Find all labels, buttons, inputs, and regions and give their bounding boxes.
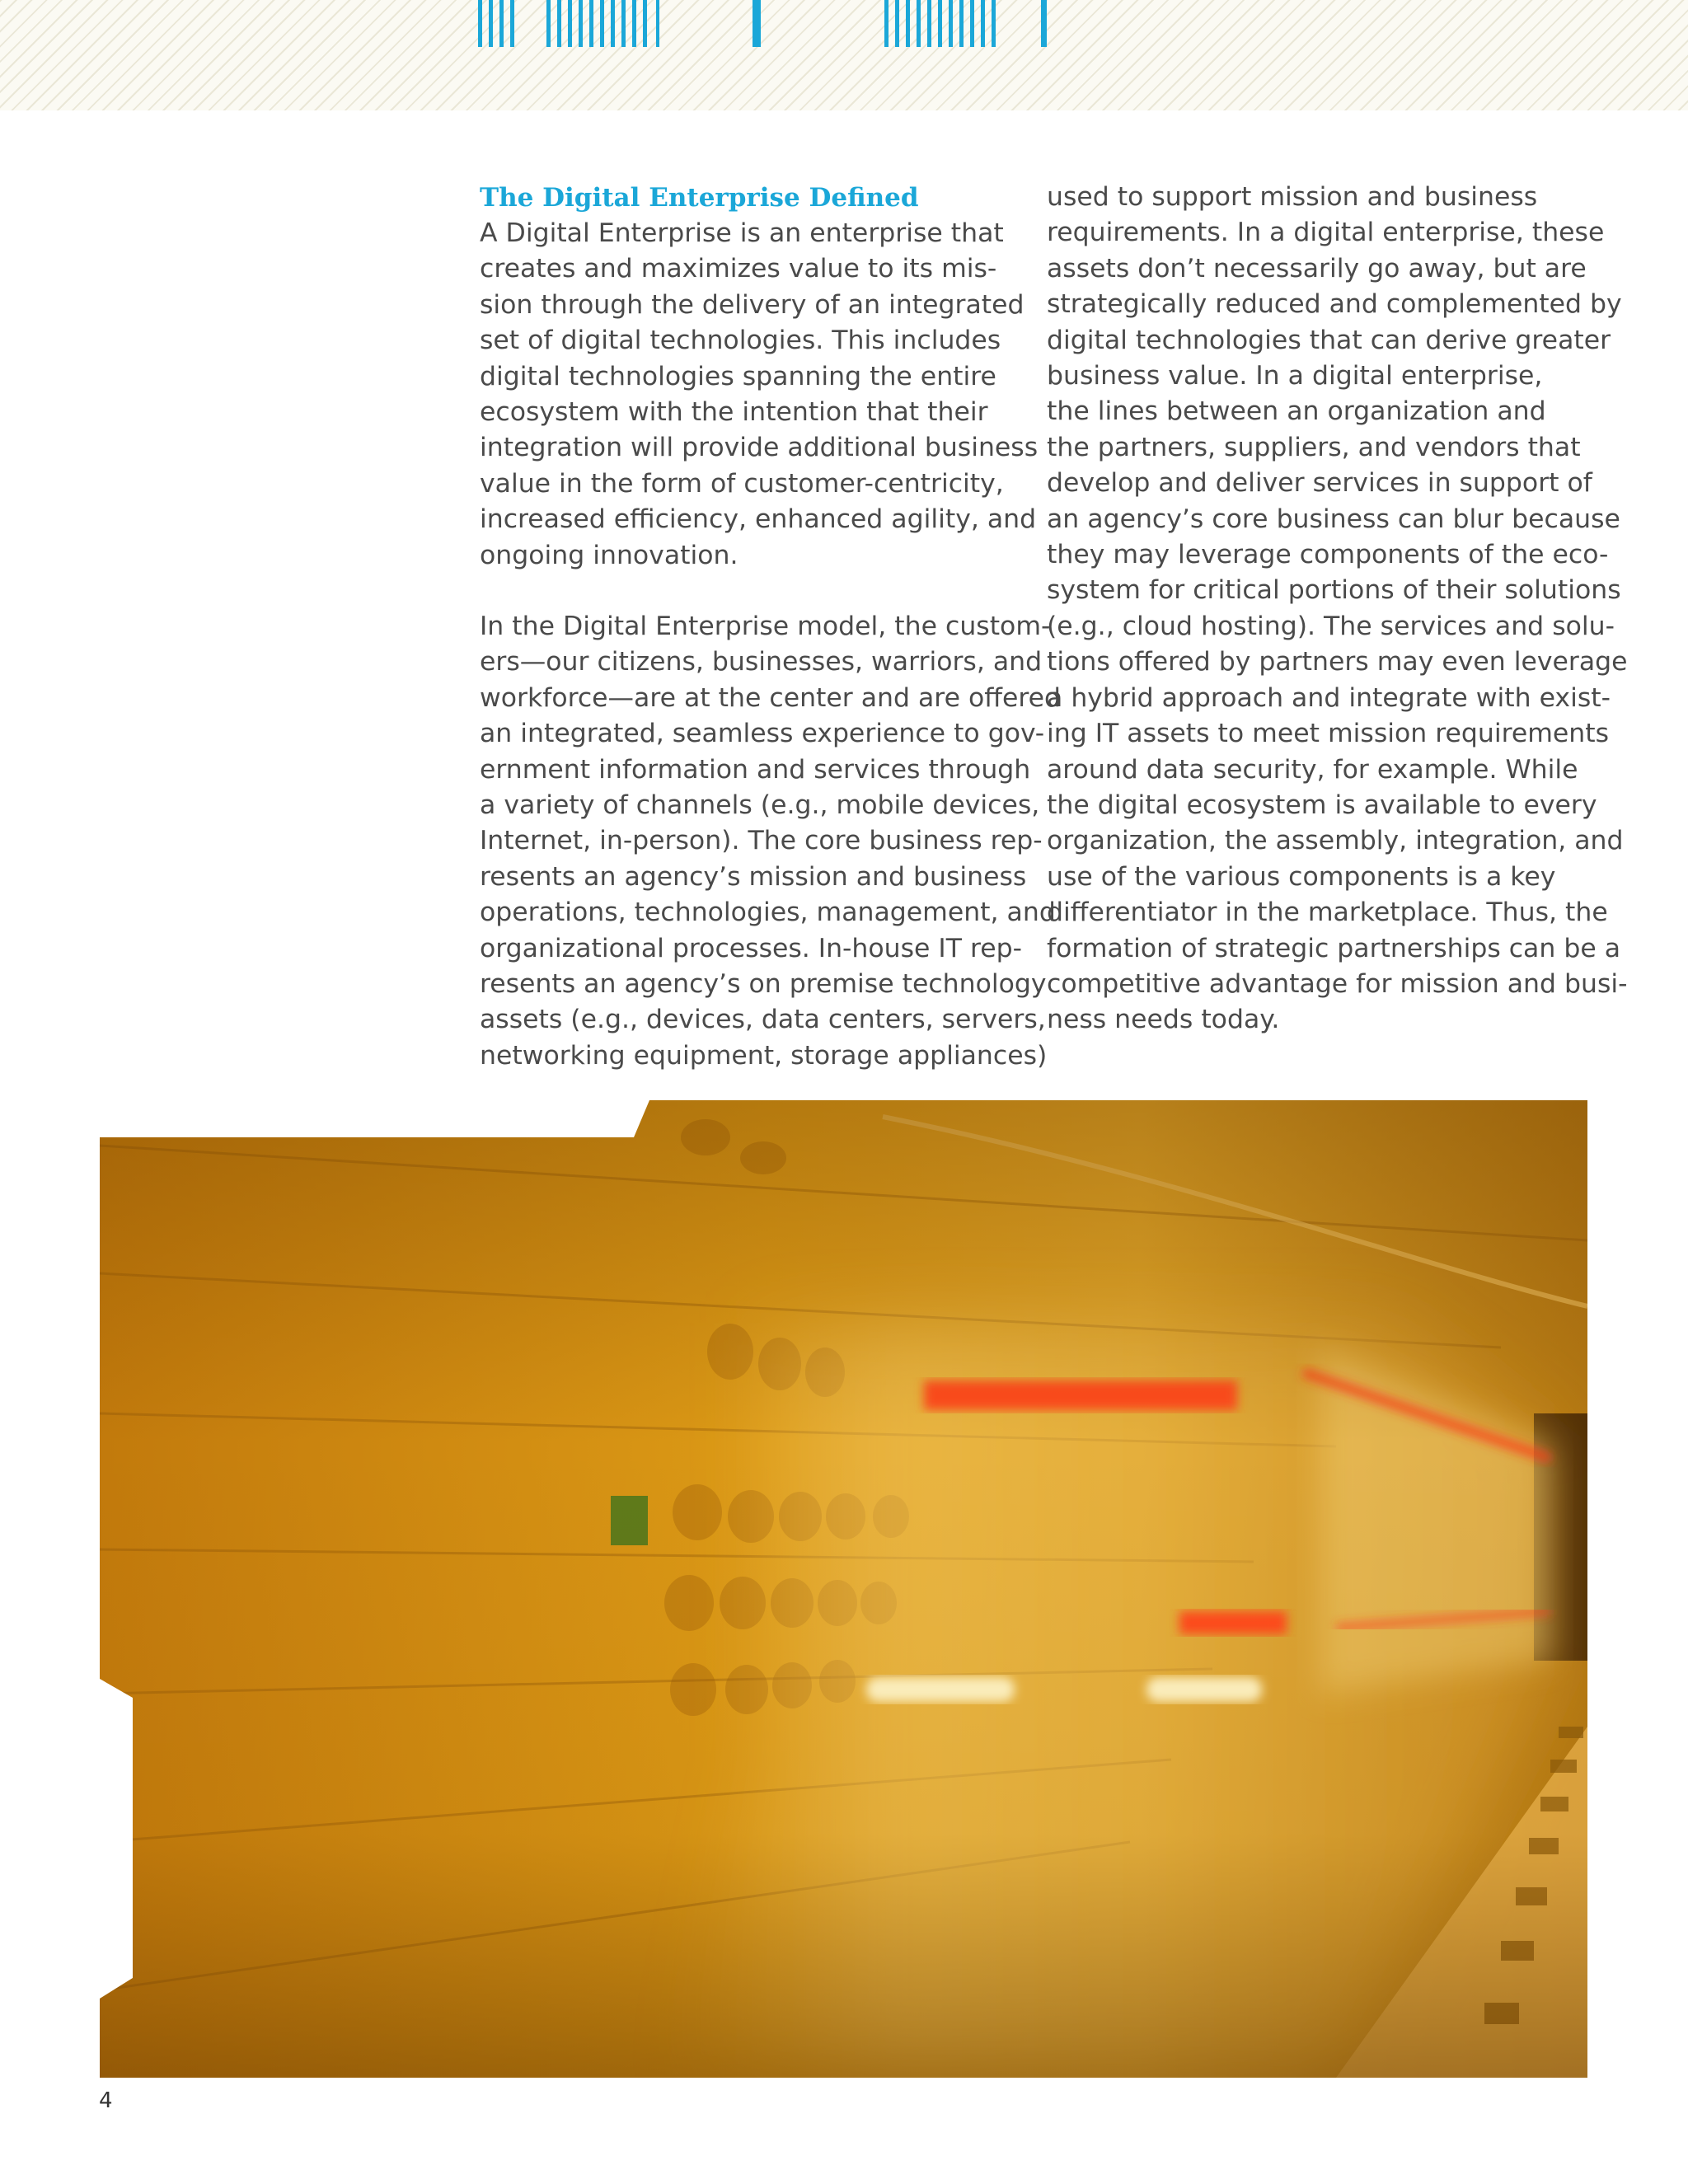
text-line: tions offered by partners may even leverage xyxy=(1047,647,1628,677)
text-line: operations, technologies, management, and xyxy=(480,898,1056,928)
text-line: ecosystem with the intention that their xyxy=(480,397,988,428)
text-line: workforce—are at the center and are offered xyxy=(480,682,1061,713)
text-line: Internet, in-person). The core business rep- xyxy=(480,826,1043,856)
text-line: value in the form of customer-centricity, xyxy=(480,468,1004,499)
text-line: networking equipment, storage appliances) xyxy=(480,1040,1048,1071)
text-line: business value. In a digital enterprise, xyxy=(1047,361,1543,391)
text-line: formation of strategic partnerships can be a xyxy=(1047,933,1621,963)
body-paragraph-3 xyxy=(1047,180,1628,1038)
text-line: digital technologies that can derive greater xyxy=(1047,325,1611,355)
text-line: sion through the delivery of an integrated xyxy=(480,289,1025,320)
text-line: an integrated, seamless experience to gov- xyxy=(480,719,1045,749)
text-line: used to support mission and business xyxy=(1047,182,1538,212)
text-line: use of the various components is a key xyxy=(1047,861,1556,892)
text-line: set of digital technologies. This includes xyxy=(480,326,1001,356)
text-line: a hybrid approach and integrate with exist- xyxy=(1047,682,1611,713)
page-number: 4 xyxy=(99,2088,113,2113)
text-line: In the Digital Enterprise model, the custom- xyxy=(480,612,1051,641)
text-line: the partners, suppliers, and vendors that xyxy=(1047,432,1581,462)
text-line: the digital ecosystem is available to every xyxy=(1047,790,1597,820)
text-line: ing IT assets to meet mission requirements xyxy=(1047,719,1610,749)
text-line: around data security, for example. While xyxy=(1047,754,1578,785)
text-line: an agency’s core business can blur because xyxy=(1047,504,1620,534)
barcode-graphic xyxy=(0,0,1688,49)
text-line: assets don’t necessarily go away, but are xyxy=(1047,253,1587,284)
text-line: develop and deliver services in support of xyxy=(1047,468,1592,499)
text-line: ers—our citizens, businesses, warriors, and xyxy=(480,647,1043,677)
text-line: integration will provide additional business xyxy=(480,433,1039,463)
text-line: they may leverage components of the eco- xyxy=(1047,540,1609,570)
section-heading: The Digital Enterprise Defined xyxy=(480,183,919,213)
text-line: A Digital Enterprise is an enterprise that xyxy=(480,218,1004,248)
text-line: resents an agency’s on premise technology xyxy=(480,969,1047,1000)
text-line: resents an agency’s mission and business xyxy=(480,861,1027,892)
text-line: digital technologies spanning the entire xyxy=(480,361,996,391)
text-line: creates and maximizes value to its mis- xyxy=(480,254,997,284)
text-line: the lines between an organization and xyxy=(1047,396,1546,427)
text-line: organization, the assembly, integration, and xyxy=(1047,826,1624,856)
text-line: ness needs today. xyxy=(1047,1005,1280,1035)
body-paragraph-2 xyxy=(480,609,1061,1074)
text-line: system for critical portions of their solutions xyxy=(1047,575,1621,606)
text-line: ernment information and services through xyxy=(480,754,1031,785)
text-line: competitive advantage for mission and busi- xyxy=(1047,968,1628,999)
text-line: organizational processes. In-house IT rep- xyxy=(480,933,1022,963)
body-paragraph-1 xyxy=(480,216,1038,574)
text-line: assets (e.g., devices, data centers, servers, xyxy=(480,1005,1046,1035)
text-line: strategically reduced and complemented by xyxy=(1047,289,1622,320)
subway-photo xyxy=(100,1100,1587,2078)
text-line: increased efficiency, enhanced agility, and xyxy=(480,504,1037,535)
text-line: (e.g., cloud hosting). The services and solu- xyxy=(1047,611,1615,641)
text-line: requirements. In a digital enterprise, these xyxy=(1047,218,1605,248)
text-line: ongoing innovation. xyxy=(480,540,738,570)
text-line: differentiator in the marketplace. Thus, the xyxy=(1047,898,1608,928)
text-line: a variety of channels (e.g., mobile devices, xyxy=(480,790,1040,821)
